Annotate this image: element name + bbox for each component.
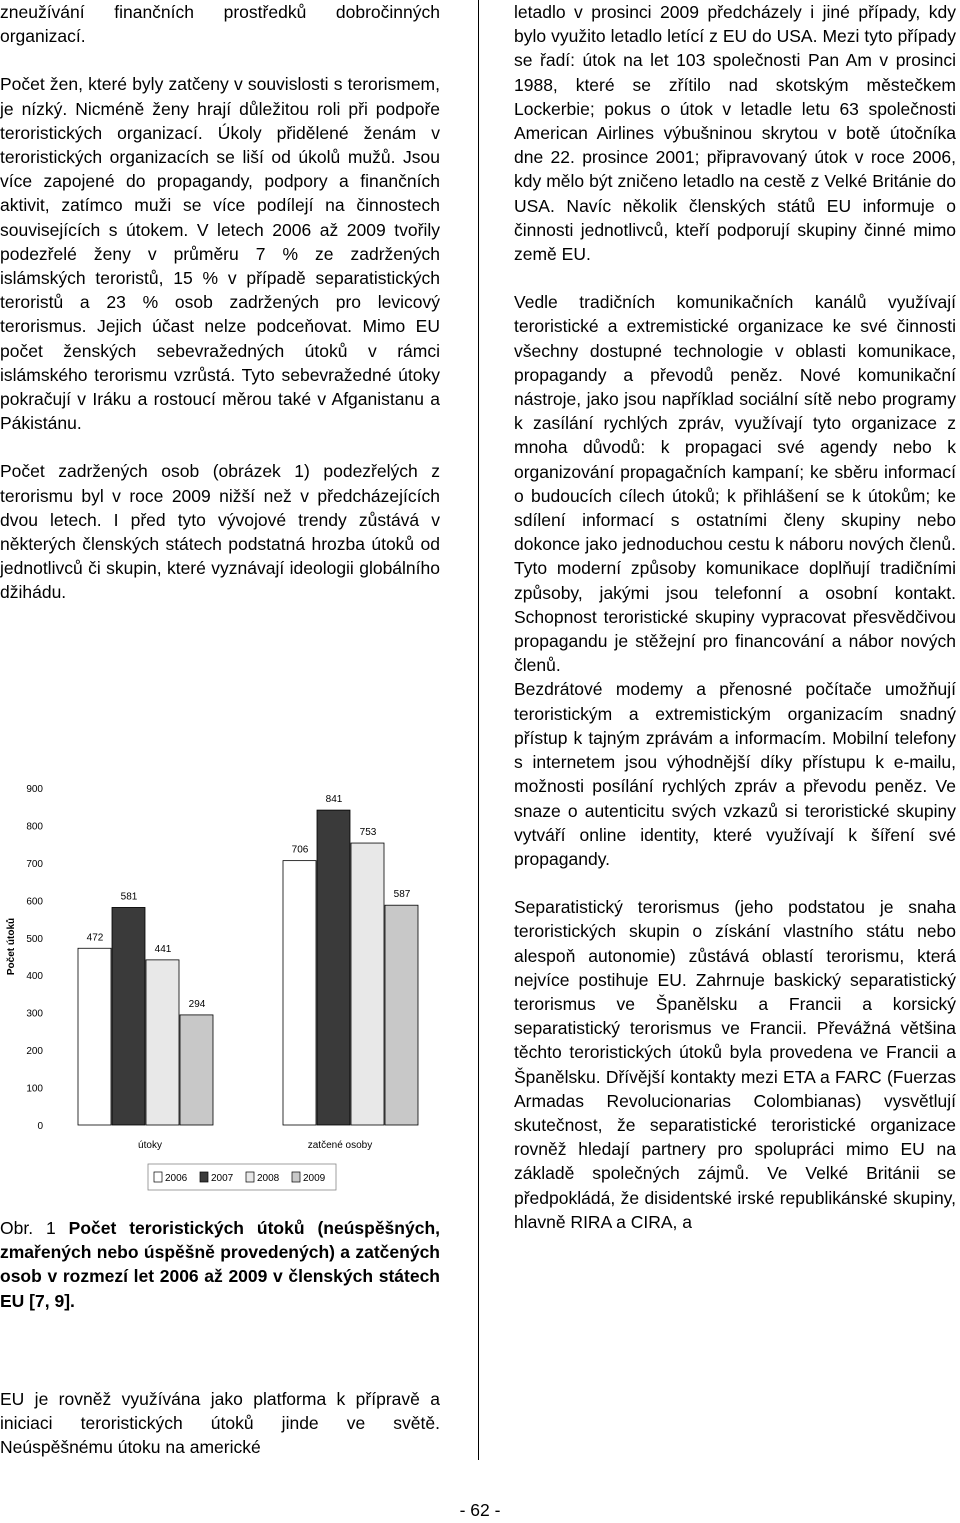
bar (180, 1015, 213, 1125)
y-tick-label: 700 (26, 858, 43, 870)
paragraph-right-4: Separatistický terorismus (jeho podstatou je snaha teroristických skupin o získání vlastního státu nebo alespoň autonomie) zůstává oblastí terorismu, která nejvíce postihuje EU. Zahrnuje baskický separatistický terorismus ve Španělsku a Francii a korsický separatistický terorismus ve Francii. Převážná většina těchto teroristických útoků byla provedena ve Francii a Španělsku. Dřívější kontakty mezi ETA a FARC (Fuerzas Armadas Revolucionarias Colombianas) vysvětlují skutečnost, že separatistické teroristické organizace rovněž hledají partnery pro spolupráci mimo EU na základě společných zájmů. Ve Velké Británii se předpokládá, že disidentské irské republikánské skupiny, hlavně RIRA a CIRA, a (514, 897, 956, 1232)
paragraph-right-1: letadlo v prosinci 2009 předcházely i jiné případy, kdy bylo využito letadlo letící z EU do USA. Mezi tyto případy se řadí: útok na let 103 společnosti Pan Am v prosinci 1988, které se zřítilo nad skotským městečkem Lockerbie; pokus o útok v letadle letu 63 společnosti American Airlines výbušninou skrytou v botě útočníka dne 22. prosince 2001; připravovaný útok v roce 2006, kdy mělo být zničeno letadlo na cestě z Velké Británie do USA. Navíc několik členských států EU informuje o činnosti jednotlivců, kteří podporují skupiny činné mimo země EU. (514, 2, 956, 265)
data-label: 706 (291, 844, 309, 856)
caption-text: Počet teroristických útoků (neúspěšných, zmařených nebo úspěšně provedených) a zatčených osob v rozmezí let 2006 až 2009 v členských státech EU [7, 9]. (0, 1218, 440, 1311)
caption-prefix: Obr. 1 (0, 1218, 69, 1238)
figure-caption (0, 1216, 440, 1313)
data-label: 472 (86, 932, 104, 944)
y-tick-label: 200 (26, 1046, 43, 1058)
legend-swatch (200, 1172, 208, 1182)
category-label: zatčené osoby (307, 1140, 373, 1151)
bar (146, 960, 179, 1125)
legend-label: 2009 (303, 1173, 326, 1184)
y-tick-label: 500 (26, 933, 43, 945)
bar (112, 907, 145, 1125)
y-axis-label: Počet útoků (6, 917, 17, 976)
y-tick-label: 800 (26, 821, 43, 833)
y-tick-label: 400 (26, 971, 43, 983)
data-label: 581 (120, 891, 138, 903)
category-label: útoky (138, 1140, 162, 1151)
bar (385, 905, 418, 1125)
column-divider (478, 0, 479, 1460)
legend-label: 2006 (165, 1173, 188, 1184)
right-column (514, 0, 956, 1234)
paragraph-right-2: Vedle tradičních komunikačních kanálů využívají teroristické a extremistické organizace ke své činnosti všechny dostupné technologie v oblasti komunikace, propagandy a převodů peněz. Nové komunikační nástroje, jako jsou například sociální sítě nebo programy k zasílání rychlých zpráv, využívají tyto organizace z mnoha důvodů: k propagaci své agendy nebo k organizování propagačních kampaní; ke sběru informací o budoucích cílech útoků; k přihlášení se k útokům; ke sdílení informací s ostatními členy skupiny nebo dokonce jako jednoduchou cestu k náboru nových členů. Tyto moderní způsoby komunikace doplňují tradičními způsoby, jakými jsou telefonní a osobní kontakt. Schopnost teroristické skupiny vypracovat přesvědčivou propagandu je stěžejní pro financování a nábor nových členů. (514, 292, 956, 676)
y-tick-label: 900 (26, 784, 43, 795)
y-tick-label: 100 (26, 1083, 43, 1095)
legend-swatch (246, 1172, 254, 1182)
bar-chart (0, 770, 440, 1210)
data-label: 587 (393, 889, 411, 901)
legend-label: 2007 (211, 1173, 234, 1184)
page-number: - 62 - (459, 1500, 501, 1520)
legend-label: 2008 (257, 1173, 280, 1184)
left-column (0, 0, 440, 605)
y-tick-label: 600 (26, 896, 43, 908)
bar (283, 861, 316, 1125)
y-tick-label: 0 (37, 1121, 43, 1132)
bar (78, 948, 111, 1125)
legend-swatch (292, 1172, 300, 1182)
legend-swatch (154, 1172, 162, 1182)
paragraph-left-2: Počet žen, které byly zatčeny v souvislosti s terorismem, je nízký. Nicméně ženy hrají důležitou roli při podpoře teroristických organizací. Úkoly přidělené ženám v teroristických organizacích se liší od úkolů mužů. Jsou více zapojené do propagandy, podpory a finančních aktivit, zatímco muži se více podílejí na činnostech souvisejících s útokem. V letech 2006 až 2009 tvořily podezřelé ženy v průměru 7 % ze zadržených islámských teroristů, 15 % v případě separatistických teroristů a 23 % osob zadržených pro levicový terorismus. Jejich účast nelze podceňovat. Mimo EU počet ženských sebevražedných útoků v rámci islámského terorismu vzrůstá. Tyto sebevražedné útoky pokračují v Iráku a rostoucí měrou také v Afganistanu a Pákistánu. (0, 74, 440, 434)
data-label: 841 (325, 794, 343, 806)
data-label: 441 (154, 943, 172, 955)
paragraph-left-3: Počet zadržených osob (obrázek 1) podezřelých z terorismu byl v roce 2009 nižší než v předcházejících dvou letech. I před tyto vývojové trendy zůstává v některých členských státech podstatná hrozba útoků od jednotlivců či skupin, které vyznávají ideologii globálního džihádu. (0, 461, 440, 603)
paragraph-right-3: Bezdrátové modemy a přenosné počítače umožňují teroristickým a extremistickým organizacím snadný přístup k tajným zprávám a informacím. Mobilní telefony s internetem jsou výhodnější díky přístupu k e-mailu, možnosti posílání rychlých zpráv a převodu peněz. Ve snaze o autenticitu svých vzkazů si teroristické skupiny vytváří online identity, které využívají k šíření své propagandy. (514, 679, 956, 869)
data-label: 294 (188, 998, 206, 1010)
paragraph-left-1: zneužívání finančních prostředků dobročinných organizací. (0, 2, 440, 47)
figure-chart (0, 770, 440, 1210)
y-tick-label: 300 (26, 1008, 43, 1020)
data-label: 753 (359, 827, 377, 839)
bar (317, 810, 350, 1125)
paragraph-left-4: EU je rovněž využívána jako platforma k přípravě a iniciaci teroristických útoků jinde ve světě. Neúspěšnému útoku na americké (0, 1389, 440, 1458)
bar (351, 843, 384, 1125)
